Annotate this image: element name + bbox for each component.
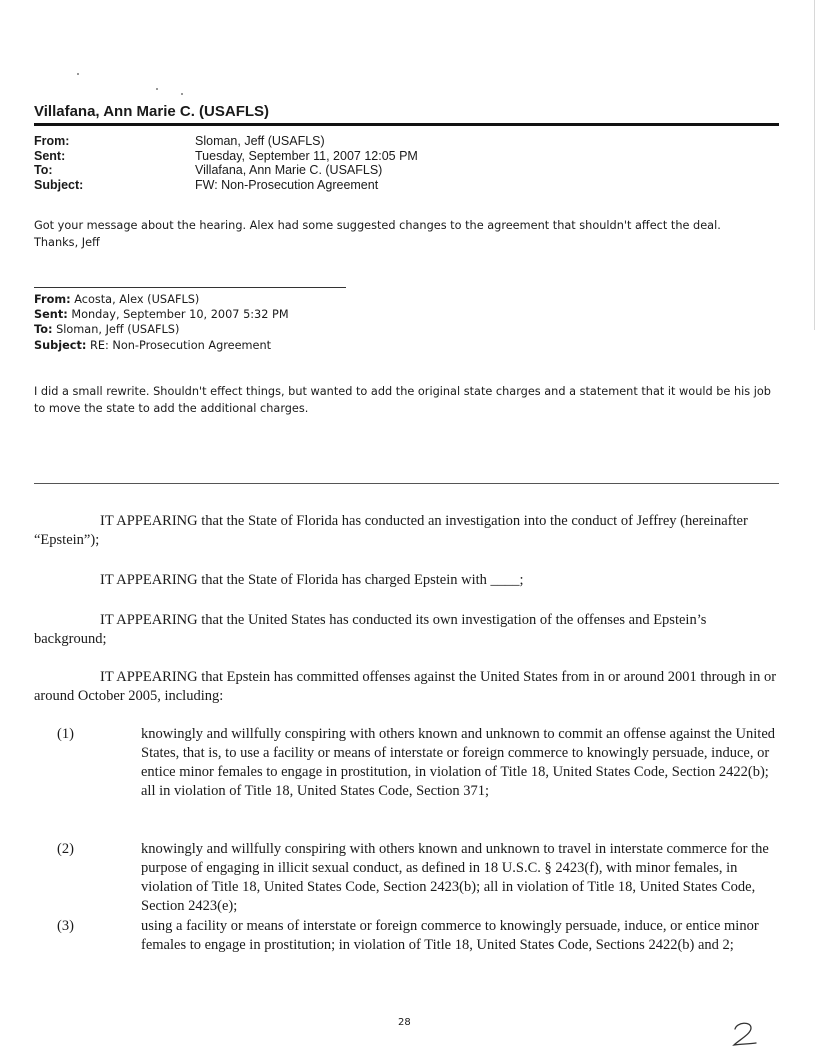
header-to-row bbox=[34, 163, 418, 178]
quoted-sent-row bbox=[34, 307, 289, 322]
quoted-subject-label: Subject: bbox=[34, 338, 87, 352]
recital-1-text: IT APPEARING that the State of Florida has conducted an investigation into the conduct of Jeffrey (hereinafter “Epstein”); bbox=[34, 513, 748, 548]
recital-4-text: IT APPEARING that Epstein has committed offenses against the United States from in or around 2001 through in or around October 2005, including: bbox=[34, 669, 777, 704]
attachment-separator bbox=[34, 483, 779, 484]
to-value: Villafana, Ann Marie C. (USAFLS) bbox=[195, 163, 383, 177]
quoted-subject-row bbox=[34, 338, 289, 353]
header-sent-row bbox=[34, 149, 418, 164]
scan-edge-line bbox=[814, 0, 815, 330]
offense-number: (1) bbox=[57, 726, 74, 742]
offense-text: knowingly and willfully conspiring with others known and unknown to travel in interstate commerce for the purpose of engaging in illicit sexual conduct, as defined in 18 U.S.C. § 2423(f), with minor females, in violation of Title 18, United States Code, Section 2423(b); all in violation of Title 18, United States Code, Section 2423(e); bbox=[141, 841, 769, 914]
header-subject-row bbox=[34, 178, 418, 193]
email-body-line2: Thanks, Jeff bbox=[34, 236, 100, 249]
mailbox-owner: Villafana, Ann Marie C. (USAFLS) bbox=[34, 103, 270, 120]
quoted-subject-value: RE: Non-Prosecution Agreement bbox=[86, 338, 272, 352]
page-number: 28 bbox=[398, 1017, 411, 1028]
offense-text: using a facility or means of interstate or foreign commerce to knowingly persuade, induce, or entice minor females to engage in prostitution; in violation of Title 18, United States Code, Sections 2422(b) and 2; bbox=[141, 918, 759, 953]
offense-number: (3) bbox=[57, 918, 74, 934]
offense-text: knowingly and willfully conspiring with others known and unknown to commit an offense against the United States, that is, to use a facility or means of interstate or foreign commerce to knowingly persuade, induce, or entice minor females to engage in prostitution, in violation of Title 18, United States Code, Section 2422(b); all in violation of Title 18, United States Code, Section 371; bbox=[141, 726, 776, 799]
quoted-email-header bbox=[34, 292, 289, 353]
handwritten-page-mark bbox=[731, 1020, 759, 1048]
recital-4 bbox=[34, 668, 779, 706]
email-header bbox=[34, 134, 418, 192]
to-label: To: bbox=[34, 163, 53, 177]
header-from-row bbox=[34, 134, 418, 149]
recital-2-text: IT APPEARING that the State of Florida has charged Epstein with ____; bbox=[100, 572, 524, 588]
email-body-line1: Got your message about the hearing. Alex had some suggested changes to the agreement that shouldn't affect the deal. bbox=[34, 219, 721, 232]
quoted-sent-label: Sent: bbox=[34, 308, 68, 322]
subject-label: Subject: bbox=[34, 177, 84, 192]
quoted-email-body: I did a small rewrite. Shouldn't effect things, but wanted to add the original state charges and a statement that it would be his job to move the state to add the additional charges. bbox=[34, 385, 771, 415]
offense-number: (2) bbox=[57, 841, 74, 857]
from-value: Sloman, Jeff (USAFLS) bbox=[195, 134, 325, 148]
sent-value: Tuesday, September 11, 2007 12:05 PM bbox=[195, 148, 418, 163]
quoted-to-label: To: bbox=[34, 323, 53, 337]
subject-value: FW: Non-Prosecution Agreement bbox=[195, 177, 379, 192]
recital-2 bbox=[34, 571, 779, 590]
recital-3 bbox=[34, 611, 779, 649]
quoted-sent-value: Monday, September 10, 2007 5:32 PM bbox=[67, 308, 289, 322]
sent-label: Sent: bbox=[34, 148, 66, 163]
quoted-from-row bbox=[34, 292, 289, 307]
heading-rule bbox=[34, 123, 779, 126]
quote-separator bbox=[34, 287, 346, 288]
recital-3-text: IT APPEARING that the United States has conducted its own investigation of the offenses and Epstein’s background; bbox=[34, 612, 707, 647]
quoted-from-value: Acosta, Alex (USAFLS) bbox=[70, 293, 200, 306]
quoted-to-row bbox=[34, 322, 289, 337]
recital-1 bbox=[34, 512, 779, 550]
email-body bbox=[34, 217, 784, 251]
quoted-from-label: From: bbox=[34, 293, 71, 306]
from-label: From: bbox=[34, 134, 70, 148]
quoted-to-value: Sloman, Jeff (USAFLS) bbox=[52, 323, 180, 337]
